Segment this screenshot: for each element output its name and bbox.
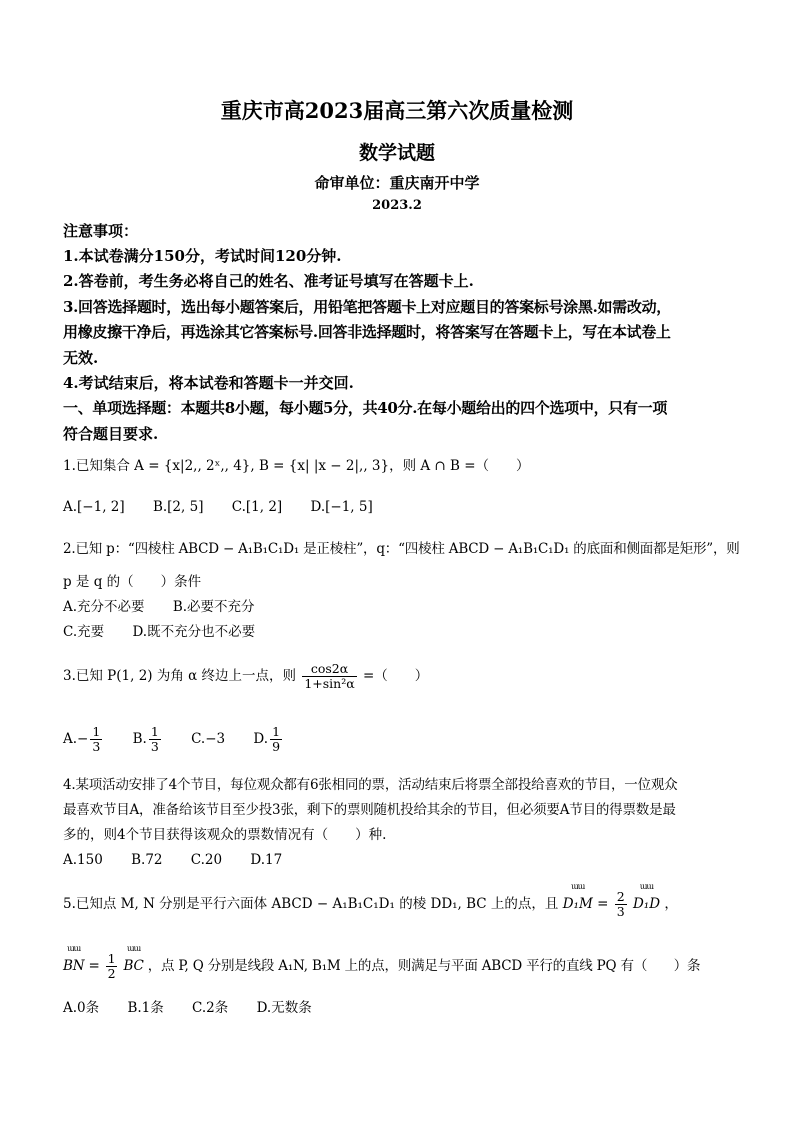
- vector-label: BN: [63, 958, 85, 974]
- section-heading-line-1: 一、单项选择题：本题共8小题，每小题5分，共40分.在每小题给出的四个选项中，只有一项: [63, 399, 668, 417]
- vector-label: D₁M: [562, 896, 593, 912]
- notice-item-2: 2.答卷前，考生务必将自己的姓名、准考证号填写在答题卡上.: [63, 272, 474, 290]
- exam-subject: 数学试题: [358, 142, 435, 164]
- vector-label: D₁D: [632, 896, 661, 912]
- question-5-line-2: [63, 944, 735, 981]
- question-2-options-row-1: [63, 596, 735, 618]
- question-3-prefix: 3.已知 P(1, 2) 为角 α 终边上一点，则: [63, 668, 297, 684]
- question-3-option-a-fraction: [90, 725, 102, 754]
- question-2-option-d: D.既不充分也不必要: [132, 624, 256, 640]
- vector-bn: [63, 944, 85, 977]
- question-3-option-d-fraction: [270, 725, 282, 754]
- question-3-option-d-denominator: 9: [272, 739, 281, 754]
- question-3-suffix: =（ ）: [362, 668, 429, 684]
- fraction-denominator: 3: [616, 904, 625, 919]
- fraction-numerator: 2: [616, 889, 625, 904]
- exam-title: 重庆市高2023届高三第六次质量检测: [220, 98, 574, 123]
- question-4-option-a: A.150: [63, 852, 103, 868]
- notice-item-3-line-2: 用橡皮擦干净后，再选涂其它答案标号.回答非选择题时，将答案写在答题卡上，写在本试卷上: [63, 323, 671, 341]
- question-3-option-b-prefix: B.: [132, 731, 147, 747]
- exam-unit: 命审单位：重庆南开中学: [314, 174, 480, 192]
- question-3-option-d: [253, 725, 284, 754]
- vector-arrow: ɯɯ: [639, 882, 654, 891]
- notice-item-1: 1.本试卷满分150分，考试时间120分钟.: [63, 247, 342, 265]
- question-5-options: [63, 997, 735, 1019]
- question-5-line-1: [63, 882, 735, 919]
- question-1-option-b: B.[2, 5]: [152, 499, 204, 515]
- question-4-line-3: 多的，则4个节目获得该观众的票数情况有（ ）种.: [63, 827, 387, 843]
- question-4-options: [63, 849, 735, 871]
- question-3-option-a-denominator: 3: [92, 739, 101, 754]
- question-3-options: [63, 725, 735, 754]
- question-3-fraction: [302, 662, 356, 691]
- question-3-option-b-fraction: [149, 725, 161, 754]
- question-3-option-d-prefix: D.: [253, 731, 269, 747]
- vector-arrow: ɯɯ: [126, 944, 141, 953]
- question-2-line-1: 2.已知 p：“四棱柱 ABCD − A₁B₁C₁D₁ 是正棱柱”，q：“四棱柱 ABCD − A₁B₁C₁D₁ 的底面和侧面都是矩形”，则: [63, 541, 740, 557]
- question-5-fraction-1: [615, 890, 627, 919]
- vector-label: BC: [123, 958, 144, 974]
- question-5-option-d: D.无数条: [256, 1000, 312, 1016]
- question-4-option-b: B.72: [131, 852, 163, 868]
- fraction-numerator: 1: [107, 951, 116, 966]
- question-1-options: [63, 496, 735, 518]
- question-5-line-1-prefix: 5.已知点 M, N 分别是平行六面体 ABCD − A₁B₁C₁D₁ 的棱 DD₁, BC 上的点，且: [63, 896, 559, 912]
- section-heading-line-2: 符合题目要求.: [63, 425, 159, 443]
- question-3-option-a-numerator: 1: [92, 724, 101, 739]
- notice-item-3-line-1: 3.回答选择题时，选出每小题答案后，用铅笔把答题卡上对应题目的答案标号涂黑.如需改动，: [63, 298, 671, 316]
- question-5-option-a: A.0条: [63, 1000, 100, 1016]
- question-1-stem: 1.已知集合 A = {x|2,, 2ˣ,, 4}, B = {x| |x − 2|,, 3}，则 A ∩ B =（ ）: [63, 458, 530, 474]
- vector-arrow: ɯɯ: [67, 944, 81, 953]
- question-3-option-a: [63, 725, 104, 754]
- question-2-option-a: A.充分不必要: [63, 599, 145, 615]
- vector-d1m: [562, 882, 593, 915]
- question-2-line-2: p 是 q 的（ ）条件: [63, 574, 202, 590]
- question-5-option-c: C.2条: [192, 1000, 229, 1016]
- notice-item-3-line-3: 无效.: [63, 349, 99, 367]
- notice-heading: 注意事项：: [63, 222, 139, 240]
- notice-item-4: 4.考试结束后，将本试卷和答题卡一并交回.: [63, 374, 354, 392]
- question-5-option-b: B.1条: [127, 1000, 164, 1016]
- vector-d1d: [632, 882, 661, 915]
- question-1-option-c: C.[1, 2]: [231, 499, 283, 515]
- question-3-denominator: 1+sin²α: [304, 676, 355, 691]
- question-5-line-1-suffix: ，: [664, 896, 678, 912]
- exam-date: 2023.2: [372, 198, 422, 213]
- question-3-numerator: cos2α: [302, 662, 356, 677]
- question-4-option-c: C.20: [190, 852, 223, 868]
- question-3-option-a-prefix: A.−: [63, 731, 89, 747]
- vector-bc: [123, 944, 144, 977]
- equals-sign: =: [597, 896, 609, 912]
- question-2-options-row-2: [63, 621, 735, 643]
- question-3-option-b: [133, 725, 163, 754]
- question-3-stem: [63, 662, 735, 691]
- question-5-fraction-2: [106, 952, 118, 981]
- question-2-option-c: C.充要: [63, 624, 105, 640]
- question-3-option-b-numerator: 1: [150, 724, 159, 739]
- question-4-option-d: D.17: [250, 852, 283, 868]
- question-3-option-c: C.−3: [191, 731, 226, 747]
- question-3-option-b-denominator: 3: [150, 739, 159, 754]
- question-5-line-2-suffix: ，点 P, Q 分别是线段 A₁N, B₁M 上的点，则满足与平面 ABCD 平行的直线 PQ 有（ ）条: [147, 958, 701, 974]
- vector-arrow: ɯɯ: [571, 882, 585, 891]
- question-4-line-2: 最喜欢节目A，准备给该节目至少投3张，剩下的票则随机投给其余的节目，但必须要A节目的得票数是最: [63, 802, 676, 818]
- question-2-option-b: B.必要不充分: [172, 599, 255, 615]
- question-1-option-a: A.[−1, 2]: [63, 499, 125, 515]
- question-4-line-1: 4.某项活动安排了4个节目，每位观众都有6张相同的票，活动结束后将票全部投给喜欢的节目，一位观众: [63, 777, 678, 793]
- question-3-option-d-numerator: 1: [272, 724, 281, 739]
- fraction-denominator: 2: [107, 966, 116, 981]
- question-1-option-d: D.[−1, 5]: [310, 499, 373, 515]
- equals-sign: =: [88, 958, 100, 974]
